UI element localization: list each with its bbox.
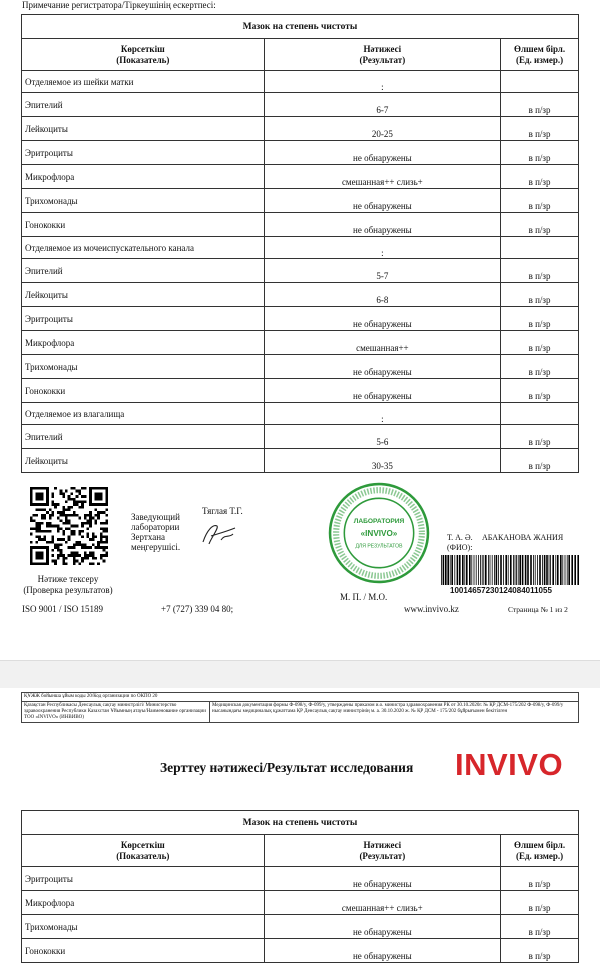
col-indicator: Көрсеткіш (Показатель) — [22, 835, 265, 867]
unit-cell: в п/зр — [501, 379, 579, 403]
lab-stamp — [328, 482, 430, 584]
barcode-number: 10014657230124084011055 — [450, 586, 552, 595]
svg-text:ЛАБОРАТОРИЯ: ЛАБОРАТОРИЯ — [353, 517, 405, 525]
unit-cell: в п/зр — [501, 331, 579, 355]
table-row — [22, 379, 579, 403]
col-result: Нәтижесі (Результат) — [264, 39, 501, 71]
col-unit: Өлшем бірл. (Ед. измер.) — [501, 835, 579, 867]
indicator-cell: Эпителий — [22, 259, 265, 283]
table-title: Мазок на степень чистоты — [22, 811, 579, 835]
result-cell: смешанная++ слизь+ — [264, 891, 501, 915]
indicator-cell: Микрофлора — [22, 331, 265, 355]
indicator-cell: Эпителий — [22, 425, 265, 449]
table-row — [22, 189, 579, 213]
table-row — [22, 449, 579, 473]
result-cell: : — [264, 237, 501, 259]
indicator-cell: Микрофлора — [22, 891, 265, 915]
result-cell: 6-8 — [264, 283, 501, 307]
svg-text:«INVIVO»: «INVIVO» — [360, 529, 398, 539]
table-row — [22, 867, 579, 891]
result-cell: 6-7 — [264, 93, 501, 117]
result-cell: не обнаружены — [264, 379, 501, 403]
section-row — [22, 237, 579, 259]
indicator-cell: Эритроциты — [22, 307, 265, 331]
result-cell: 20-25 — [264, 117, 501, 141]
head-role: Заведующий лаборатории Зертхана меңгерушісі. — [131, 512, 181, 552]
page-number: Страница № 1 из 2 — [508, 605, 568, 614]
svg-text:ДЛЯ РЕЗУЛЬТАТОВ: ДЛЯ РЕЗУЛЬТАТОВ — [355, 543, 403, 550]
unit-cell — [501, 71, 579, 93]
patient-name: АБАКАНОВА ЖАНИЯ — [482, 533, 564, 542]
results-table-page1 — [21, 14, 579, 473]
table-title: Мазок на степень чистоты — [22, 15, 579, 39]
page2-title: Зерттеу нәтижесі/Результат исследования — [160, 760, 414, 775]
head-name: Тяглая Т.Г. — [202, 506, 243, 516]
col-result: Нәтижесі (Результат) — [264, 835, 501, 867]
result-cell: : — [264, 71, 501, 93]
iso-standards: ISO 9001 / ISO 15189 — [22, 604, 104, 614]
qr-caption: Нәтиже тексеру (Проверка результатов) — [23, 574, 113, 595]
result-cell: не обнаружены — [264, 189, 501, 213]
unit-cell: в п/зр — [501, 117, 579, 141]
indicator-cell: Эритроциты — [22, 867, 265, 891]
indicator-cell: Трихомонады — [22, 915, 265, 939]
result-cell: не обнаружены — [264, 939, 501, 963]
stamp-place-label: М. П. / М.О. — [340, 592, 388, 602]
result-cell: : — [264, 403, 501, 425]
result-cell: не обнаружены — [264, 355, 501, 379]
result-cell: 30-35 — [264, 449, 501, 473]
table-row — [22, 425, 579, 449]
unit-cell: в п/зр — [501, 915, 579, 939]
table-row — [22, 307, 579, 331]
table-row — [22, 213, 579, 237]
indicator-cell: Лейкоциты — [22, 449, 265, 473]
unit-cell: в п/зр — [501, 93, 579, 117]
unit-cell: в п/зр — [501, 259, 579, 283]
result-cell: смешанная++ — [264, 331, 501, 355]
indicator-cell: Отделяемое из шейки матки — [22, 71, 265, 93]
qr-code[interactable] — [30, 487, 108, 565]
unit-cell: в п/зр — [501, 213, 579, 237]
indicator-cell: Трихомонады — [22, 355, 265, 379]
unit-cell: в п/зр — [501, 283, 579, 307]
indicator-cell: Эритроциты — [22, 141, 265, 165]
unit-cell: в п/зр — [501, 355, 579, 379]
table-row — [22, 915, 579, 939]
result-cell: не обнаружены — [264, 213, 501, 237]
indicator-cell: Лейкоциты — [22, 117, 265, 141]
result-cell: не обнаружены — [264, 307, 501, 331]
unit-cell: в п/зр — [501, 189, 579, 213]
result-cell: 5-6 — [264, 425, 501, 449]
table-row — [22, 283, 579, 307]
registrar-note: Примечание регистратора/Тіркеушінің ескертпесі: — [22, 0, 216, 10]
unit-cell: в п/зр — [501, 425, 579, 449]
barcode — [441, 555, 581, 585]
indicator-cell: Микрофлора — [22, 165, 265, 189]
result-cell: смешанная++ слизь+ — [264, 165, 501, 189]
table-row — [22, 93, 579, 117]
results-table-page2 — [21, 810, 579, 963]
unit-cell: в п/зр — [501, 307, 579, 331]
result-cell: не обнаружены — [264, 141, 501, 165]
table-row — [22, 355, 579, 379]
unit-cell: в п/зр — [501, 449, 579, 473]
unit-cell: в п/зр — [501, 891, 579, 915]
result-cell: не обнаружены — [264, 867, 501, 891]
unit-cell: в п/зр — [501, 141, 579, 165]
table-row — [22, 939, 579, 963]
indicator-cell: Отделяемое из мочеиспускательного канала — [22, 237, 265, 259]
indicator-cell: Лейкоциты — [22, 283, 265, 307]
indicator-cell: Трихомонады — [22, 189, 265, 213]
col-unit: Өлшем бірл. (Ед. измер.) — [501, 39, 579, 71]
unit-cell — [501, 403, 579, 425]
table-row — [22, 141, 579, 165]
indicator-cell: Эпителий — [22, 93, 265, 117]
form-header: ҚҰЖЖ бойынша ұйым коды 20/Код организации по ОКПО 20 Қазақстан Республикасы Денсаулық сақтау министрлігі/ Министерство здравоохранения Республики Казахстан Ұйымның атауы/Наименование организации ТОО «INVIVO» (ИНВИВО) Медицинская документация формы Ф-098/у, Ф-099/у, утверждены приказом и.о. министра здравоохранения РК от 30.10.2020г. № ҚР ДСМ-175/202 Ф-098/у, Ф-099/у нысанындағы медициналық құжаттама ҚР Денсаулық сақтау министрінің м. а. 30.10.2020 ж. № ҚР ДСМ - 175/202 бұйрығымен бекітілген — [21, 692, 579, 723]
result-cell: 5-7 — [264, 259, 501, 283]
table-row — [22, 259, 579, 283]
indicator-cell: Гонококки — [22, 939, 265, 963]
invivo-logo: INVIVO — [455, 747, 564, 782]
unit-cell — [501, 237, 579, 259]
table-row — [22, 331, 579, 355]
indicator-cell: Гонококки — [22, 213, 265, 237]
col-indicator: Көрсеткіш (Показатель) — [22, 39, 265, 71]
phone-number[interactable]: +7 (727) 339 04 80; — [161, 604, 234, 614]
result-cell: не обнаружены — [264, 915, 501, 939]
table-row — [22, 891, 579, 915]
table-row — [22, 165, 579, 189]
unit-cell: в п/зр — [501, 867, 579, 891]
page-divider — [0, 660, 600, 688]
fio-label: Т. А. Ә. (ФИО): — [447, 533, 473, 552]
indicator-cell: Гонококки — [22, 379, 265, 403]
indicator-cell: Отделяемое из влагалища — [22, 403, 265, 425]
table-row — [22, 117, 579, 141]
section-row — [22, 71, 579, 93]
signature-image — [197, 520, 241, 548]
section-row — [22, 403, 579, 425]
website-link[interactable]: www.invivo.kz — [404, 604, 459, 614]
unit-cell: в п/зр — [501, 939, 579, 963]
unit-cell: в п/зр — [501, 165, 579, 189]
